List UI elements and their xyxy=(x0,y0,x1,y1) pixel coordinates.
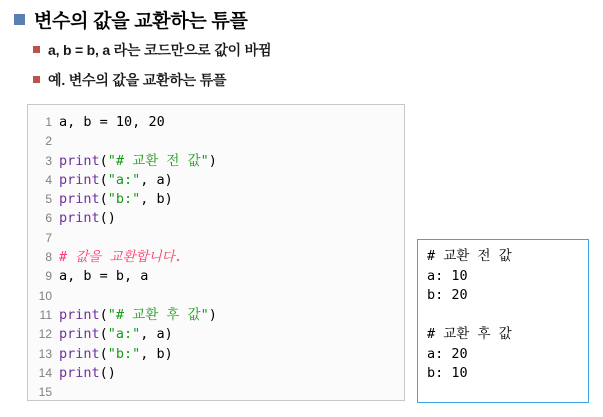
line-number: 5 xyxy=(45,192,52,207)
code-token-plain: , b) xyxy=(140,345,173,362)
code-lines-table xyxy=(30,113,217,401)
line-number: 14 xyxy=(38,365,52,380)
line-number: 8 xyxy=(45,250,52,265)
code-line xyxy=(30,209,217,228)
code-token-plain: ( xyxy=(99,345,108,362)
code-line xyxy=(30,306,217,325)
code-line xyxy=(30,152,217,171)
code-line-text xyxy=(57,132,217,151)
code-line-text xyxy=(57,364,217,383)
code-line xyxy=(30,364,217,383)
code-token-func: print xyxy=(59,364,100,381)
code-token-plain: , a) xyxy=(140,326,173,343)
code-token-plain: ( xyxy=(99,152,108,169)
small-square-bullet-icon xyxy=(33,46,40,53)
code-token-plain: ( xyxy=(99,171,108,188)
bullet-item-1 xyxy=(33,40,271,60)
code-line xyxy=(30,132,217,151)
code-line-text xyxy=(57,190,217,209)
output-line: b: 10 xyxy=(427,365,468,381)
square-bullet-icon xyxy=(14,14,25,25)
line-number: 11 xyxy=(39,307,52,322)
code-line xyxy=(30,248,217,267)
code-line-text xyxy=(57,229,217,248)
code-token-plain: , a) xyxy=(140,171,173,188)
code-line xyxy=(30,287,217,306)
code-line-text xyxy=(57,345,217,364)
output-line: b: 20 xyxy=(427,287,468,303)
code-line-text xyxy=(57,267,217,286)
code-token-func: print xyxy=(59,210,100,227)
code-line xyxy=(30,383,217,401)
code-token-plain: () xyxy=(99,210,116,227)
line-number: 2 xyxy=(45,134,52,149)
line-number: 6 xyxy=(45,211,52,226)
code-line-text xyxy=(57,287,217,306)
code-line-text xyxy=(57,152,217,171)
line-number: 10 xyxy=(38,288,52,303)
program-output-panel xyxy=(417,239,589,403)
code-token-plain: a, b = b, a xyxy=(59,268,149,285)
code-token-str: "b:" xyxy=(107,345,141,362)
code-token-str: "a:" xyxy=(107,171,141,188)
bullet-item-1-label: a, b = b, a 라는 코드만으로 값이 바뀜 xyxy=(48,42,272,58)
code-token-plain: a, b = xyxy=(59,114,116,130)
code-token-str: "b:" xyxy=(107,191,141,208)
output-line: a: 20 xyxy=(427,345,468,362)
line-number: 13 xyxy=(38,346,52,361)
code-line-text xyxy=(57,325,217,344)
bullet-item-2-label: 예. 변수의 값을 교환하는 튜플 xyxy=(48,72,227,88)
line-number: 4 xyxy=(45,172,52,187)
code-token-func: print xyxy=(59,326,100,343)
code-token-plain: ) xyxy=(208,152,217,169)
code-line-text xyxy=(57,306,217,325)
code-token-func: print xyxy=(59,306,100,323)
code-line-text xyxy=(57,171,217,190)
code-token-com: # 값을 교환합니다. xyxy=(59,249,183,266)
code-line-text xyxy=(57,383,217,401)
code-token-func: print xyxy=(59,345,100,362)
code-line xyxy=(30,171,217,190)
code-token-plain: , b) xyxy=(140,191,173,208)
code-token-plain: ( xyxy=(99,326,108,343)
code-line xyxy=(30,229,217,248)
bullet-item-2 xyxy=(33,70,226,90)
line-number: 9 xyxy=(45,269,52,284)
code-token-num: 20 xyxy=(148,114,165,130)
code-line xyxy=(30,190,217,209)
output-line xyxy=(427,306,588,326)
page-title xyxy=(14,6,248,33)
code-token-plain: () xyxy=(99,364,116,381)
code-line-text xyxy=(57,209,217,228)
code-line-text xyxy=(57,248,217,267)
code-line xyxy=(30,113,217,132)
code-token-plain: ( xyxy=(99,306,108,323)
code-token-num: 10 xyxy=(115,114,133,130)
code-line xyxy=(30,345,217,364)
code-token-func: print xyxy=(59,191,100,208)
output-line: a: 10 xyxy=(427,267,468,284)
page-title-text: 변수의 값을 교환하는 튜플 xyxy=(34,11,248,32)
line-number: 1 xyxy=(45,115,52,129)
output-line: # 교환 후 값 xyxy=(427,326,512,342)
code-token-func: print xyxy=(59,171,100,188)
line-number: 3 xyxy=(45,153,52,168)
line-number: 7 xyxy=(45,230,52,245)
code-token-plain: ( xyxy=(99,191,108,208)
line-number: 15 xyxy=(38,385,52,400)
code-token-plain: ) xyxy=(208,306,217,323)
output-line: # 교환 전 값 xyxy=(427,248,512,264)
code-listing-panel xyxy=(27,104,405,401)
code-line-text xyxy=(57,113,217,132)
code-token-str: "# 교환 전 값" xyxy=(107,152,209,169)
code-line xyxy=(30,267,217,286)
code-token-plain: , xyxy=(132,114,149,130)
line-number: 12 xyxy=(38,327,52,342)
small-square-bullet-icon xyxy=(33,76,40,83)
code-token-func: print xyxy=(59,152,100,169)
code-line xyxy=(30,325,217,344)
code-token-str: "# 교환 후 값" xyxy=(107,306,209,323)
code-token-str: "a:" xyxy=(107,326,141,343)
